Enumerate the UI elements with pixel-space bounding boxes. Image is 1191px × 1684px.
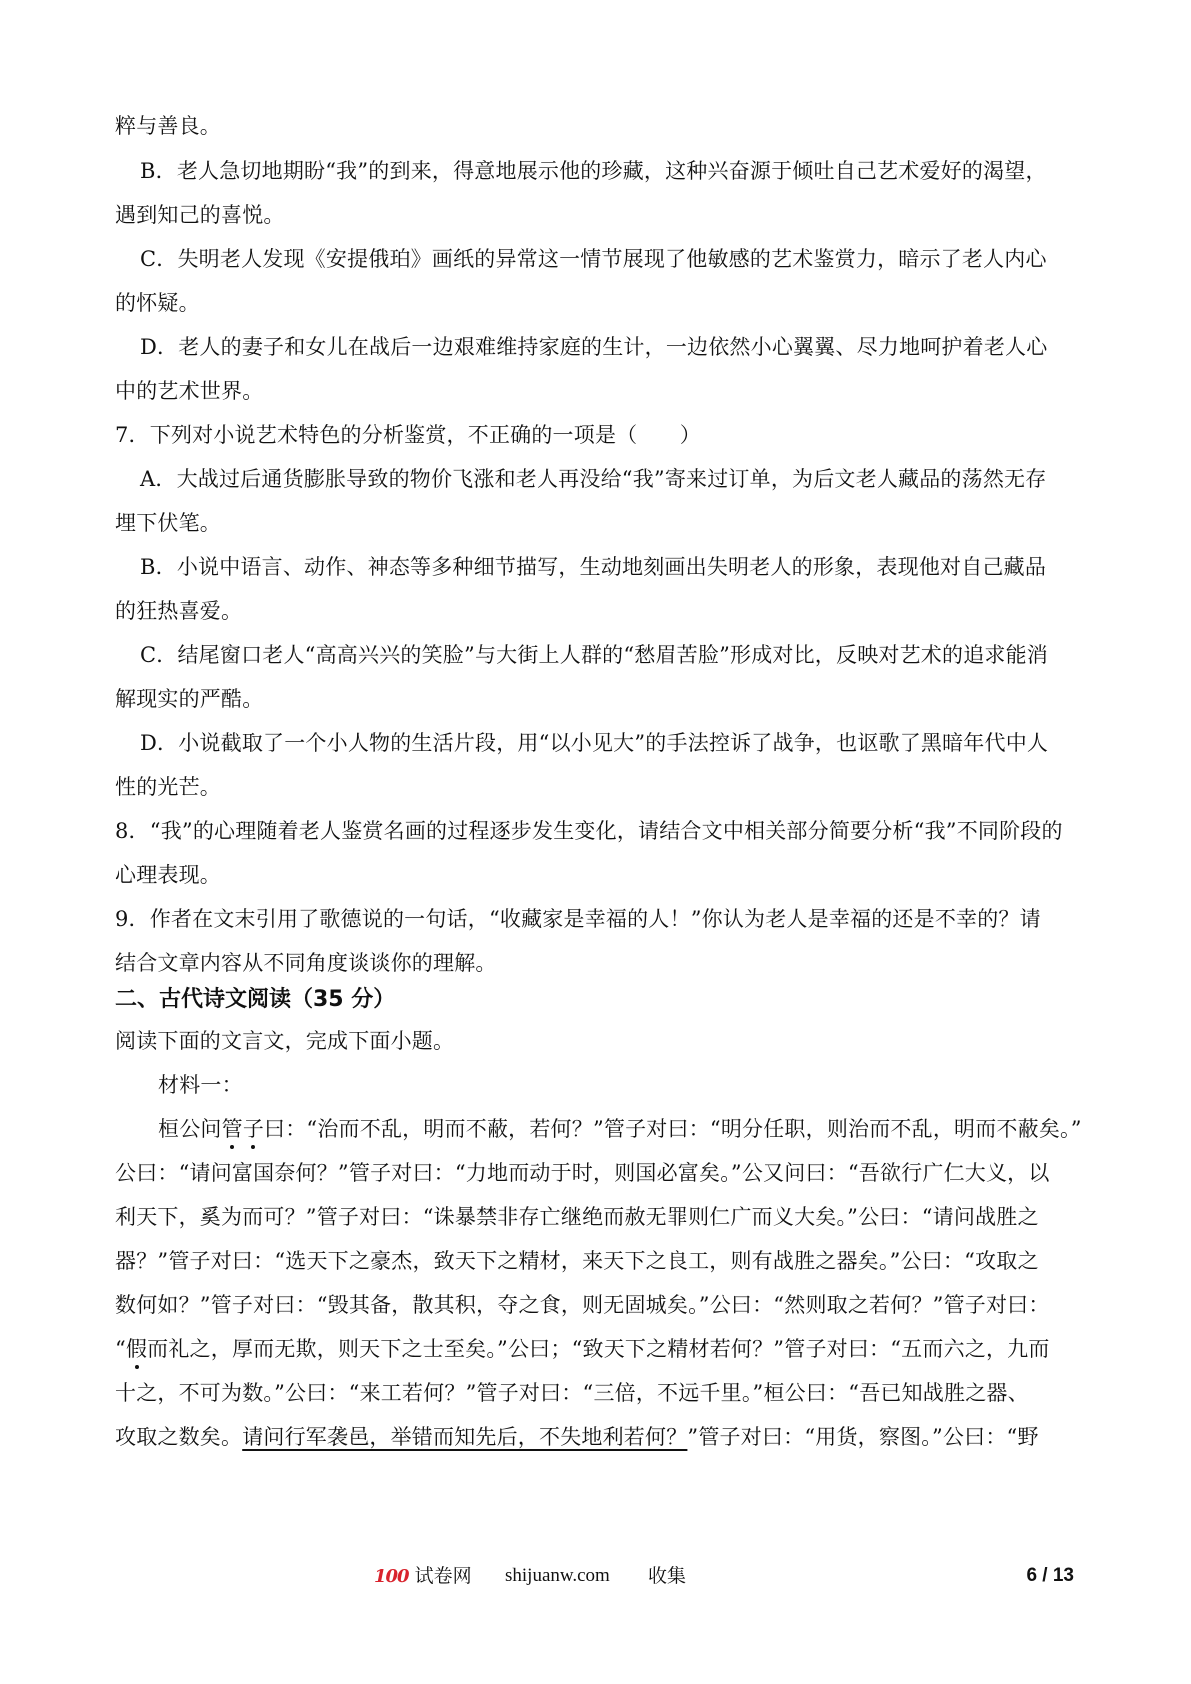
passage-line: 十之，不可为数。”公曰：“来工若何？”管子对曰：“三倍，不远千里。”桓公曰：“吾已知战胜之器、: [115, 1381, 1029, 1405]
passage-text: 桓公问: [158, 1117, 222, 1141]
page-footer: [0, 1561, 1191, 1591]
text-line: 中的艺术世界。: [115, 379, 264, 403]
text-line: 心理表现。: [115, 863, 221, 887]
site-url: shijuanw.com: [505, 1565, 610, 1586]
page-number: 6 / 13: [1026, 1565, 1074, 1586]
passage-line: [158, 1115, 1126, 1143]
option-c-line: C．结尾窗口老人“高高兴兴的笑脸”与大街上人群的“愁眉苦脸”形成对比，反映对艺术的追求能消: [140, 643, 1049, 667]
text-line: 遇到知己的喜悦。: [115, 203, 285, 227]
option-b-line: B．老人急切地期盼“我”的到来，得意地展示他的珍藏，这种兴奋源于倾吐自己艺术爱好的渴望，: [140, 159, 1047, 183]
instruction-line: 阅读下面的文言文，完成下面小题。: [115, 1029, 455, 1053]
option-a-line: A．大战过后通货膨胀导致的物价飞涨和老人再没给“我”寄来过订单，为后文老人藏品的荡然无存: [140, 467, 1047, 491]
option-d-line: D．小说截取了一个小人物的生活片段，用“以小见大”的手法控诉了战争，也讴歌了黑暗年代中人: [140, 731, 1049, 755]
passage-line: [115, 1423, 1083, 1451]
passage-text: “: [115, 1337, 126, 1361]
passage-text: 而礼之，厚而无欺，则天下之士至矣。”公曰；“致天下之精材若何？”管子对曰：“五而六之，九而: [147, 1337, 1050, 1361]
passage-text: 曰：“治而不乱，明而不蔽，若何？”管子对曰：“明分任职，则治而不乱，明而不蔽矣。”: [264, 1117, 1082, 1141]
passage-line: 器？”管子对曰：“选天下之豪杰，致天下之精材，来天下之良工，则有战胜之器矣。”公曰：“攻取之: [115, 1249, 1039, 1273]
material-label: 材料一：: [158, 1073, 243, 1097]
question-9: 9．作者在文末引用了歌德说的一句话，“收藏家是幸福的人！”你认为老人是幸福的还是不幸的？请: [115, 907, 1041, 931]
passage-text: 攻取之数矣。: [115, 1425, 243, 1449]
emphasized-char: 子: [242, 1117, 265, 1141]
option-b-line: B．小说中语言、动作、神态等多种细节描写，生动地刻画出失明老人的形象，表现他对自己藏品: [140, 555, 1047, 579]
text-line: 性的光芒。: [115, 775, 221, 799]
text-line: 结合文章内容从不同角度谈谈你的理解。: [115, 951, 497, 975]
passage-line: 利天下，奚为而可？”管子对曰：“诛暴禁非存亡继绝而赦无罪则仁广而义大矣。”公曰：“请问战胜之: [115, 1205, 1039, 1229]
passage-line: 数何如？”管子对曰：“毁其备，散其积，夺之食，则无固城矣。”公曰：“然则取之若何？”管子对曰：: [115, 1293, 1050, 1317]
emphasized-char: 假: [125, 1337, 148, 1361]
text-line: 埋下伏笔。: [115, 511, 221, 535]
passage-line: [115, 1335, 1083, 1363]
collect-label: 收集: [648, 1565, 687, 1587]
question-8: 8．“我”的心理随着老人鉴赏名画的过程逐步发生变化，请结合文中相关部分简要分析“我”不同阶段的: [115, 819, 1063, 843]
option-d-line: D．老人的妻子和女儿在战后一边艰难维持家庭的生计，一边依然小心翼翼、尽力地呵护着老人心: [140, 335, 1048, 359]
passage-text: ”管子对曰：“用货，察图。”公曰：“野: [687, 1425, 1039, 1449]
option-c-line: C．失明老人发现《安提俄珀》画纸的异常这一情节展现了他敏感的艺术鉴赏力，暗示了老人内心: [140, 247, 1047, 271]
text-line: 解现实的严酷。: [115, 687, 264, 711]
logo-number: 100: [374, 1566, 409, 1587]
text-line: 的怀疑。: [115, 291, 200, 315]
question-7: 7．下列对小说艺术特色的分析鉴赏，不正确的一项是（ ）: [115, 423, 701, 447]
underlined-sentence: 请问行军袭邑，举错而知先后，不失地利若何？: [242, 1425, 688, 1449]
emphasized-char: 管: [221, 1117, 243, 1141]
section-heading: 二、古代诗文阅读（35 分）: [115, 987, 396, 1012]
passage-line: 公曰：“请问富国奈何？”管子对曰：“力地而动于时，则国必富矣。”公又问曰：“吾欲行广仁大义，以: [115, 1161, 1050, 1185]
site-logo: [374, 1561, 472, 1592]
logo-text: 试卷网: [414, 1565, 472, 1587]
text-line: 粹与善良。: [115, 114, 221, 138]
text-line: 的狂热喜爱。: [115, 599, 243, 623]
